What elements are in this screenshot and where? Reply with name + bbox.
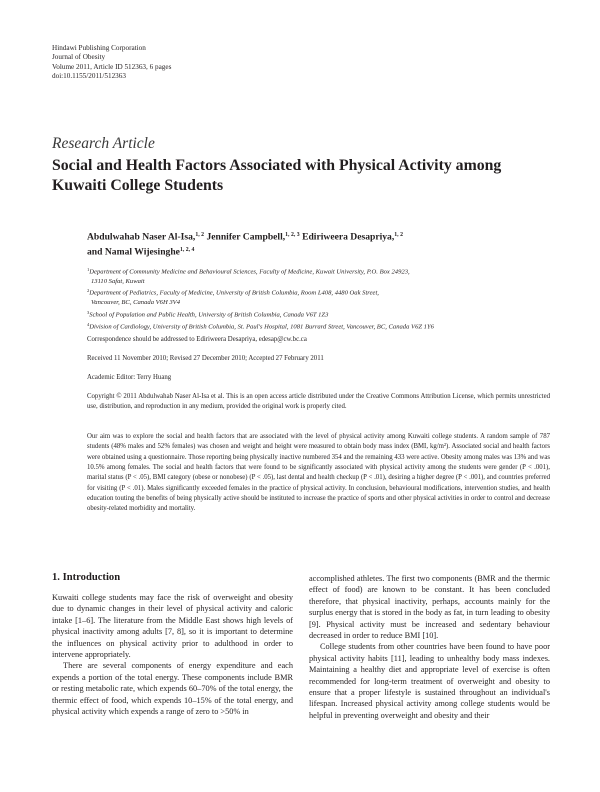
affiliation-number: 1 bbox=[87, 267, 90, 272]
affiliation-text: 13110 Safat, Kuwait bbox=[91, 278, 145, 285]
affiliation-item bbox=[87, 320, 557, 332]
paper-title: Social and Health Factors Associated with Physical Activity among Kuwaiti College Students bbox=[52, 157, 502, 194]
body-paragraph: accomplished athletes. The first two components (BMR and the thermic effect of food) are known to be constant. It has been concluded therefore, that physical inactivity, perhaps, accounts mainly for the surplus energy that is stored in the body as fat, in turn leading to obesity [9]. Physical activity must be increased and sedentary behaviour decreased in order to reduce BMI [10]. bbox=[309, 574, 550, 641]
author-affil-sup: 1, 2, 3 bbox=[285, 232, 300, 238]
affiliation-item bbox=[87, 308, 557, 320]
dates-line: Received 11 November 2010; Revised 27 December 2010; Accepted 27 February 2011 bbox=[87, 355, 324, 362]
body-paragraph: College students from other countries have been found to have poor physical activity habits [11], leading to unhealthy body mass indexes. Maintaining a healthy diet and appropriate level of exercise is often recommended for long-term treatment of overweight and obesity to ensure that a proper lifestyle is sustained throughout an individual's lifespan. Increased physical activity among college students would be helpful in preventing overweight and obesity and their bbox=[309, 642, 550, 720]
body-paragraph: Kuwaiti college students may face the risk of overweight and obesity due to dynamic changes in their level of physical activity and caloric intake [1–6]. The literature from the Middle East shows high levels of physical inactivity among adults [7, 8], so it is important to determine the influences on physical activity prior to adulthood in order to intervene appropriately. bbox=[52, 593, 293, 660]
abstract: Our aim was to explore the social and health factors that are associated with the level of physical activity among Kuwaiti college students. A random sample of 787 students (48% males and 52% females) was chosen and weight and height were measured to obtain body mass index (BMI, kg/m²). Associated social and health factors were obtained using a questionnaire. Those reporting being physically inactive numbered 354 and the remaining 433 were active. Obesity among males was 13% and was 10.5% among females. The social and health factors that were found to be significantly associated with physical activity among the students were gender (P < .001), marital status (P < .05), BMI category (obese or nonobese) (P < .05), last dental and health checkup (P < .01), desiring a higher degree (P < .001), and countries preferred for visiting (P < .01). Males significantly exceeded females in the practice of physical activity. In conclusion, behavioural modifications, intervention studies, and health education touting the benefits of being physically active should be instituted to increase the practice of sports and other physical activities in order to control and decrease obesity-related morbidity and mortality. bbox=[87, 433, 550, 513]
copyright-notice: Copyright © 2011 Abdulwahab Naser Al-Isa et al. This is an open access article distributed under the Creative Commons Attribution License, which permits unrestricted use, distribution, and reproduction in any medium, provided the original work is properly cited. bbox=[87, 393, 550, 410]
affiliation-list bbox=[87, 265, 557, 332]
author-name: Abdulwahab Naser Al-Isa, bbox=[87, 231, 196, 243]
affiliation-text: Vancouver, BC, Canada V6H 3V4 bbox=[91, 299, 181, 307]
author-name: Jennifer Campbell, bbox=[206, 231, 286, 243]
affiliation-text: Division of Cardiology, University of British Columbia, St. Paul's Hospital, 1081 Burrard Street, Vancouver, BC, Canada V6Z 1Y6 bbox=[89, 323, 434, 331]
affiliation-text: School of Population and Public Health, University of British Columbia, Canada V6T 1Z3 bbox=[89, 311, 329, 319]
affiliation-number: 4 bbox=[87, 321, 90, 327]
article-type: Research Article bbox=[52, 135, 155, 152]
correspondence-line: Correspondence should be addressed to Ediriweera Desapriya, edesap@cw.bc.ca bbox=[87, 336, 307, 343]
author-name: and Namal Wijesinghe bbox=[87, 246, 180, 258]
body-column-right bbox=[309, 573, 550, 721]
affiliation-item bbox=[87, 298, 557, 307]
doi-line: doi:10.1155/2011/512363 bbox=[52, 71, 126, 80]
author-affil-sup: 1, 2 bbox=[195, 232, 205, 238]
publisher-line: Hindawi Publishing Corporation bbox=[52, 44, 146, 52]
author-name: Ediriweera Desapriya, bbox=[302, 231, 395, 243]
affiliation-number: 3 bbox=[87, 309, 90, 315]
body-column-left bbox=[52, 592, 293, 717]
affiliation-text: Department of Pediatrics, Faculty of Medicine, University of British Columbia, Room L408, 4480 Oak Street, bbox=[89, 290, 379, 297]
author-affil-sup: 1, 2, 4 bbox=[179, 247, 195, 254]
section-heading: 1. Introduction bbox=[52, 572, 121, 583]
affiliation-item bbox=[87, 277, 557, 286]
volume-line: Volume 2011, Article ID 512363, 6 pages bbox=[52, 62, 172, 71]
affiliation-number: 2 bbox=[87, 288, 90, 294]
journal-name: Journal of Obesity bbox=[52, 53, 106, 62]
journal-header bbox=[52, 44, 171, 81]
author-affil-sup: 1, 2 bbox=[394, 232, 403, 238]
affiliation-item bbox=[87, 286, 557, 298]
affiliation-item bbox=[87, 265, 557, 277]
body-paragraph: There are several components of energy expenditure and each expends a portion of the total energy. These components include BMR or resting metabolic rate, which expends 60–70% of the total energy, the thermic effect of food, which expends 10–15% of the total energy, and physical activity which expends a range of zero to >50% in bbox=[52, 661, 293, 717]
editor-line: Academic Editor: Terry Huang bbox=[87, 374, 172, 381]
affiliation-text: Department of Community Medicine and Behavioural Sciences, Faculty of Medicine, Kuwait University, P.O. Box 24923, bbox=[89, 268, 410, 276]
author-list bbox=[87, 229, 557, 260]
